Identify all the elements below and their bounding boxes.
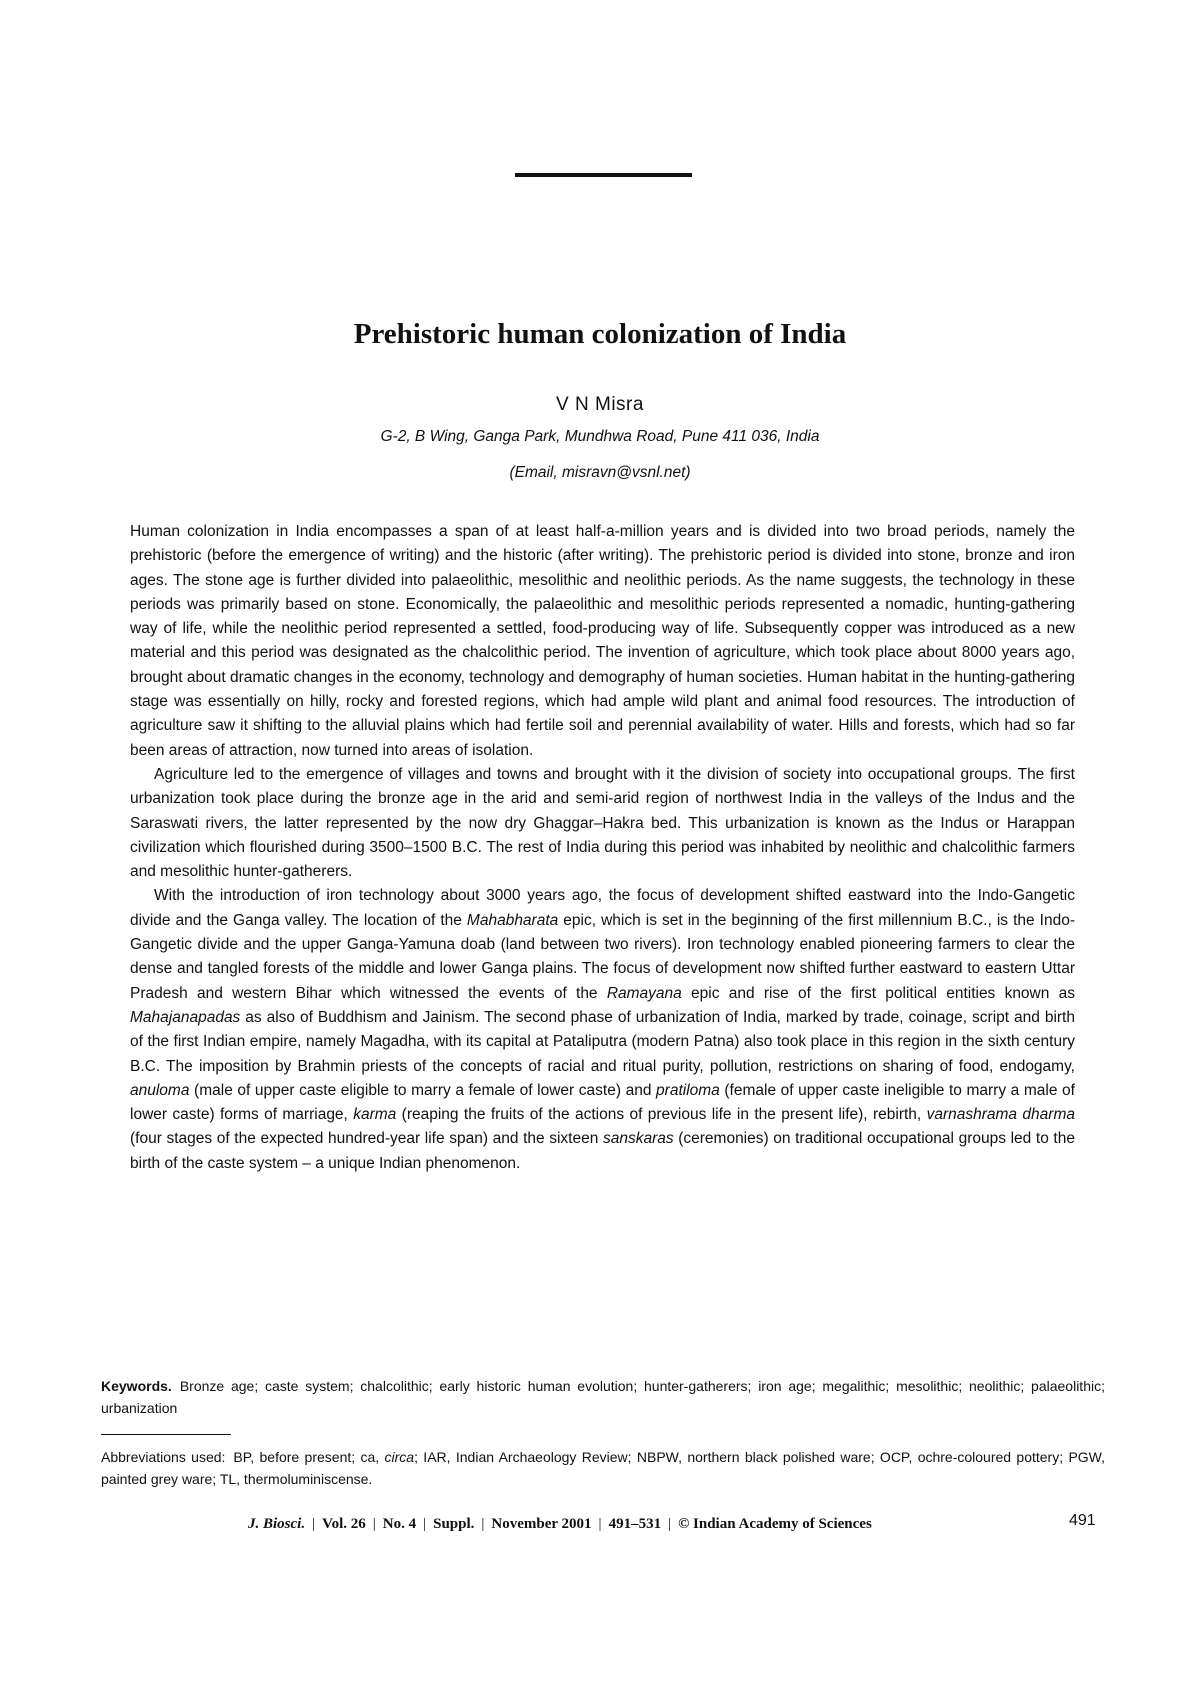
journal-pages: 491–531 — [608, 1516, 662, 1532]
term-sanskaras: sanskaras — [602, 1130, 674, 1148]
abbreviations-text: BP, before present; ca, — [233, 1449, 385, 1465]
abbreviation-circa: circa — [384, 1449, 415, 1465]
footer-separator: | — [312, 1516, 316, 1532]
abstract-text: (ceremonies) on traditional occupational groups led to the birth of the caste system – a unique Indian phenomenon. — [130, 1130, 1075, 1172]
abstract-text: (female of upper caste ineligible to marry a male of lower caste) forms of marriage, — [130, 1081, 1075, 1124]
keywords-text: Bronze age; caste system; chalcolithic; early historic human evolution; hunter-gatherers; iron age; megalithic; mesolithic; neolithic; palaeolithic; urbanization — [101, 1378, 1105, 1416]
abstract-text: epic, which is set in the beginning of the first millennium B.C., is the Indo-Gangetic divide and the upper Ganga-Yamuna doab (land between two rivers). Iron technology enabled pioneering farmers to clear the dense and tangled forests of the middle and lower Ganga plains. The focus of development now shifted further eastward to eastern Uttar Pradesh and western Bihar which witnessed the events of the — [130, 911, 1075, 1002]
keywords — [101, 1375, 1105, 1419]
abbreviations-label: Abbreviations used: — [101, 1449, 226, 1465]
abbreviations — [101, 1446, 1105, 1490]
journal-volume: Vol. 26 — [322, 1516, 366, 1532]
author-name: V N Misra — [556, 394, 644, 415]
term-mahabharata: Mahabharata — [466, 911, 559, 929]
term-pratiloma: pratiloma — [656, 1081, 720, 1099]
keywords-label: Keywords. — [101, 1378, 172, 1394]
abbreviations-text: ; IAR, Indian Archaeology Review; NBPW, northern black polished ware; OCP, ochre-coloured pottery; PGW, painted grey ware; TL, thermoluminiscense. — [101, 1449, 1106, 1487]
abstract-text: as also of Buddhism and Jainism. The second phase of urbanization of India, marked by trade, coinage, script and birth of the first Indian empire, namely Magadha, with its capital at Pataliputra (modern Patna) also took place in this region in the sixth century B.C. The imposition by Brahmin priests of the concepts of racial and ritual purity, pollution, restrictions on sharing of food, endogamy, — [130, 1008, 1075, 1075]
abstract — [130, 520, 1075, 1176]
journal-date: November 2001 — [491, 1516, 592, 1532]
author-affiliation: G-2, B Wing, Ganga Park, Mundhwa Road, Pune 411 036, India — [380, 428, 820, 445]
journal-copyright: © Indian Academy of Sciences — [678, 1516, 872, 1532]
paper-title: Prehistoric human colonization of India — [353, 318, 847, 350]
header-rule — [515, 173, 692, 177]
term-mahajanapadas: Mahajanapadas — [130, 1008, 241, 1026]
abstract-paragraph-3 — [130, 884, 1075, 1176]
footer-separator: | — [423, 1516, 427, 1532]
footer-separator: | — [668, 1516, 672, 1532]
abstract-text: (reaping the fruits of the actions of previous life in the present life), rebirth, — [396, 1106, 927, 1124]
abstract-text: With the introduction of iron technology about 3000 years ago, the focus of development shifted eastward into the Indo-Gangetic divide and the Ganga valley. The location of the — [130, 887, 1075, 929]
term-karma: karma — [353, 1106, 397, 1124]
footer-separator: | — [372, 1516, 376, 1532]
abstract-text: epic and rise of the first political entities known as — [681, 984, 1075, 1002]
journal-name: J. Biosci. — [248, 1516, 306, 1532]
footnote-rule — [101, 1434, 231, 1435]
abstract-paragraph-2: Agriculture led to the emergence of villages and towns and brought with it the division of society into occupational groups. The first urbanization took place during the bronze age in the arid and semi-arid region of northwest India in the valleys of the Indus and the Saraswati rivers, the latter represented by the now dry Ghaggar–Hakra bed. This urbanization is known as the Indus or Harappan civilization which flourished during 3500–1500 B.C. The rest of India during this period was inhabited by neolithic and chalcolithic farmers and mesolithic hunter-gatherers. — [130, 765, 1075, 881]
author-email: (Email, misravn@vsnl.net) — [509, 464, 691, 481]
page-number: 491 — [1069, 1512, 1096, 1529]
term-ramayana: Ramayana — [606, 984, 682, 1002]
journal-supplement: Suppl. — [433, 1516, 475, 1532]
journal-footer — [248, 1516, 1048, 1533]
footer-separator: | — [598, 1516, 602, 1532]
abstract-paragraph-1: Human colonization in India encompasses a span of at least half-a-million years and is divided into two broad periods, namely the prehistoric (before the emergence of writing) and the historic (after writing). The prehistoric period is divided into stone, bronze and iron ages. The stone age is further divided into palaeolithic, mesolithic and neolithic periods. As the name suggests, the technology in these periods was primarily based on stone. Economically, the palaeolithic and mesolithic periods represented a nomadic, hunting-gathering way of life, while the neolithic period represented a settled, food-producing way of life. Subsequently copper was introduced as a new material and this period was designated as the chalcolithic period. The invention of agriculture, which took place about 8000 years ago, brought about dramatic changes in the economy, technology and demography of human societies. Human habitat in the hunting-gathering stage was essentially on hilly, rocky and forested regions, which had ample wild plant and animal food resources. The introduction of agriculture saw it shifting to the alluvial plains which had fertile soil and perennial availability of water. Hills and forests, which had so far been areas of attraction, now turned into areas of isolation. — [130, 523, 1075, 759]
term-varnashrama-dharma: varnashrama dharma — [926, 1106, 1075, 1124]
abstract-text: (male of upper caste eligible to marry a female of lower caste) and — [189, 1081, 657, 1099]
abstract-text: (four stages of the expected hundred-year life span) and the sixteen — [130, 1130, 603, 1148]
journal-number: No. 4 — [382, 1516, 417, 1532]
footer-separator: | — [481, 1516, 485, 1532]
term-anuloma: anuloma — [130, 1081, 190, 1099]
